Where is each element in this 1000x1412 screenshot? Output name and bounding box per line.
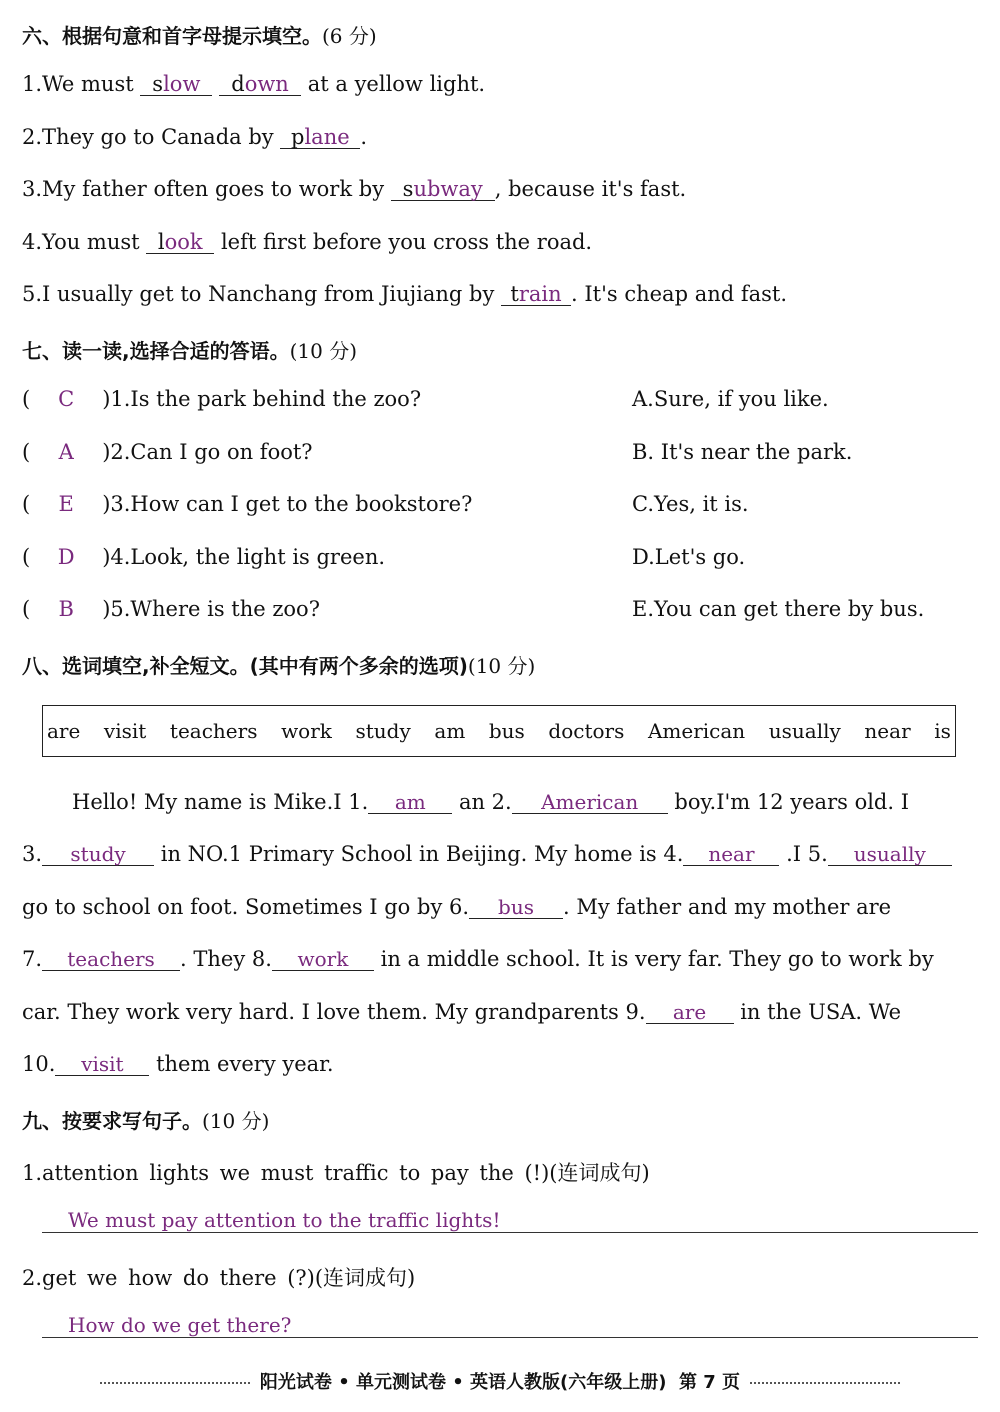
item-text: , because it's fast. <box>494 177 687 201</box>
passage-line-6 <box>22 1052 334 1076</box>
answer: low <box>163 72 201 96</box>
word-bank <box>42 705 956 757</box>
blank-3[interactable] <box>391 178 495 201</box>
item-text: left first before you cross the road. <box>214 230 593 254</box>
blank-answer-7[interactable]: teachers <box>42 949 180 971</box>
blank-answer-5[interactable]: usually <box>828 844 952 866</box>
s7-question-2: ( A )2.Can I go on foot? <box>22 440 313 464</box>
s9-answer-line-2[interactable]: How do we get there? <box>42 1313 978 1338</box>
section9-points: (10 分) <box>202 1109 270 1133</box>
word-bank-item: is <box>934 719 951 743</box>
word-bank-item: usually <box>768 719 841 743</box>
s9-question-2: 2.get we how do there (?)(连词成句) <box>22 1266 416 1290</box>
word-bank-item: teachers <box>169 719 258 743</box>
item-text: They go to Canada by <box>42 125 281 149</box>
question-text: )1.Is the park behind the zoo? <box>102 387 422 411</box>
answer: ubway <box>413 177 483 201</box>
choice-e: E.You can get there by bus. <box>632 597 925 621</box>
word-bank-item: study <box>355 719 411 743</box>
section7-title: 七、读一读,选择合适的答语。 <box>22 339 290 363</box>
section9-title: 九、按要求写句子。 <box>22 1109 202 1133</box>
blank-4[interactable] <box>146 231 214 254</box>
answer-letter[interactable]: C <box>58 387 75 411</box>
passage-text: them every year. <box>149 1052 334 1076</box>
answer: ook <box>164 230 203 254</box>
answer-letter[interactable]: E <box>58 492 74 516</box>
passage-text: in the USA. We <box>733 1000 902 1024</box>
choice-c: C.Yes, it is. <box>632 492 749 516</box>
word-bank-item: work <box>281 719 332 743</box>
question-text: )4.Look, the light is green. <box>102 545 386 569</box>
item-number: 2. <box>22 125 43 149</box>
footer-dots-left <box>100 1382 250 1384</box>
item-number: 3. <box>22 177 43 201</box>
section7-points: (10 分) <box>289 339 358 363</box>
s7-question-5: ( B )5.Where is the zoo? <box>22 597 320 621</box>
passage-text: car. They work very hard. I love them. My grandparents 9. <box>22 1000 646 1024</box>
question-text: )5.Where is the zoo? <box>102 597 320 621</box>
item-number: 1. <box>22 72 43 96</box>
page-number: 第 7 页 <box>679 1372 741 1393</box>
blank-answer-6[interactable]: bus <box>469 897 563 919</box>
hint-letter: s <box>402 177 414 201</box>
passage-line-4 <box>22 947 934 971</box>
passage-line-5 <box>22 1000 901 1024</box>
blank-2[interactable] <box>280 126 360 149</box>
hint-letter: d <box>231 72 245 96</box>
passage-text: 3. <box>22 842 43 866</box>
passage-text: . They 8. <box>180 947 272 971</box>
item-text: We must <box>42 72 141 96</box>
section6-points: (6 分) <box>322 24 377 48</box>
item-number: 4. <box>22 230 43 254</box>
s6-item-5 <box>22 282 787 306</box>
passage-text: . My father and my mother are <box>563 895 892 919</box>
section8-title: 八、选词填空,补全短文。(其中有两个多余的选项) <box>22 654 468 678</box>
hint-letter: s <box>152 72 164 96</box>
word-bank-item: visit <box>103 719 147 743</box>
section7-heading <box>22 335 357 364</box>
word-bank-item: American <box>647 719 746 743</box>
item-text: My father often goes to work by <box>42 177 391 201</box>
passage-text: .I 5. <box>779 842 828 866</box>
section6-title: 六、根据句意和首字母提示填空。 <box>22 24 322 48</box>
section8-heading <box>22 650 535 679</box>
item-text: You must <box>42 230 147 254</box>
section9-heading <box>22 1105 269 1134</box>
passage-text: Hello! My name is Mike.I 1. <box>72 790 369 814</box>
s6-item-2 <box>22 125 367 149</box>
answer-letter[interactable]: B <box>58 597 74 621</box>
item-text: at a yellow light. <box>307 72 486 96</box>
passage-text: 10. <box>22 1052 56 1076</box>
blank-answer-8[interactable]: work <box>272 949 374 971</box>
s7-question-3: ( E )3.How can I get to the bookstore? <box>22 492 473 516</box>
item-text: . <box>360 125 368 149</box>
passage-line-3 <box>22 895 891 919</box>
passage-text: go to school on foot. Sometimes I go by 6. <box>22 895 470 919</box>
blank-answer-3[interactable]: study <box>42 844 154 866</box>
blank-1a[interactable] <box>140 73 212 96</box>
footer-dots-right <box>750 1382 900 1384</box>
s6-item-1 <box>22 72 485 96</box>
item-text: . It's cheap and fast. <box>571 282 788 306</box>
s6-item-3 <box>22 177 686 201</box>
passage-text: in a middle school. It is very far. They go to work by <box>373 947 934 971</box>
choice-d: D.Let's go. <box>632 545 746 569</box>
hint-letter: l <box>157 230 165 254</box>
item-text: I usually get to Nanchang from Jiujiang by <box>42 282 502 306</box>
page-footer <box>0 1368 1000 1394</box>
item-number: 5. <box>22 282 43 306</box>
answer-letter[interactable]: D <box>57 545 75 569</box>
answer-letter[interactable]: A <box>58 440 74 464</box>
passage-text: 7. <box>22 947 43 971</box>
section8-points: (10 分) <box>467 654 536 678</box>
blank-answer-9[interactable]: are <box>646 1002 734 1024</box>
answer: own <box>244 72 289 96</box>
passage-line-1 <box>72 790 909 814</box>
item-text <box>212 72 219 96</box>
passage-line-2 <box>22 842 952 866</box>
hint-letter: t <box>510 282 519 306</box>
s7-question-4: ( D )4.Look, the light is green. <box>22 545 386 569</box>
answer: lane <box>304 125 350 149</box>
hint-letter: p <box>291 125 305 149</box>
s9-question-1: 1.attention lights we must traffic to pay the (!)(连词成句) <box>22 1161 650 1185</box>
blank-answer-1[interactable]: am <box>368 792 452 814</box>
choice-a: A.Sure, if you like. <box>632 387 829 411</box>
word-bank-item: am <box>434 719 466 743</box>
s6-item-4 <box>22 230 592 254</box>
word-bank-item: bus <box>488 719 525 743</box>
passage-text: in NO.1 Primary School in Beijing. My home is 4. <box>154 842 684 866</box>
s9-answer-line-1[interactable]: We must pay attention to the traffic lights! <box>42 1208 978 1233</box>
blank-1b[interactable] <box>219 73 301 96</box>
word-bank-item: are <box>47 719 81 743</box>
choice-b: B. It's near the park. <box>632 440 853 464</box>
s7-question-1: ( C )1.Is the park behind the zoo? <box>22 387 422 411</box>
passage-text: boy.I'm 12 years old. I <box>667 790 910 814</box>
footer-title: 阳光试卷 • 单元测试卷 • 英语人教版(六年级上册) <box>259 1372 667 1393</box>
blank-answer-10[interactable]: visit <box>55 1054 149 1076</box>
blank-5[interactable] <box>501 283 571 306</box>
question-text: )3.How can I get to the bookstore? <box>102 492 473 516</box>
passage-text: an 2. <box>452 790 512 814</box>
answer: rain <box>518 282 562 306</box>
section6-heading <box>22 20 377 49</box>
question-text: )2.Can I go on foot? <box>102 440 313 464</box>
word-bank-item: doctors <box>548 719 625 743</box>
blank-answer-4[interactable]: near <box>683 844 779 866</box>
blank-answer-2[interactable]: American <box>512 792 668 814</box>
word-bank-item: near <box>864 719 911 743</box>
